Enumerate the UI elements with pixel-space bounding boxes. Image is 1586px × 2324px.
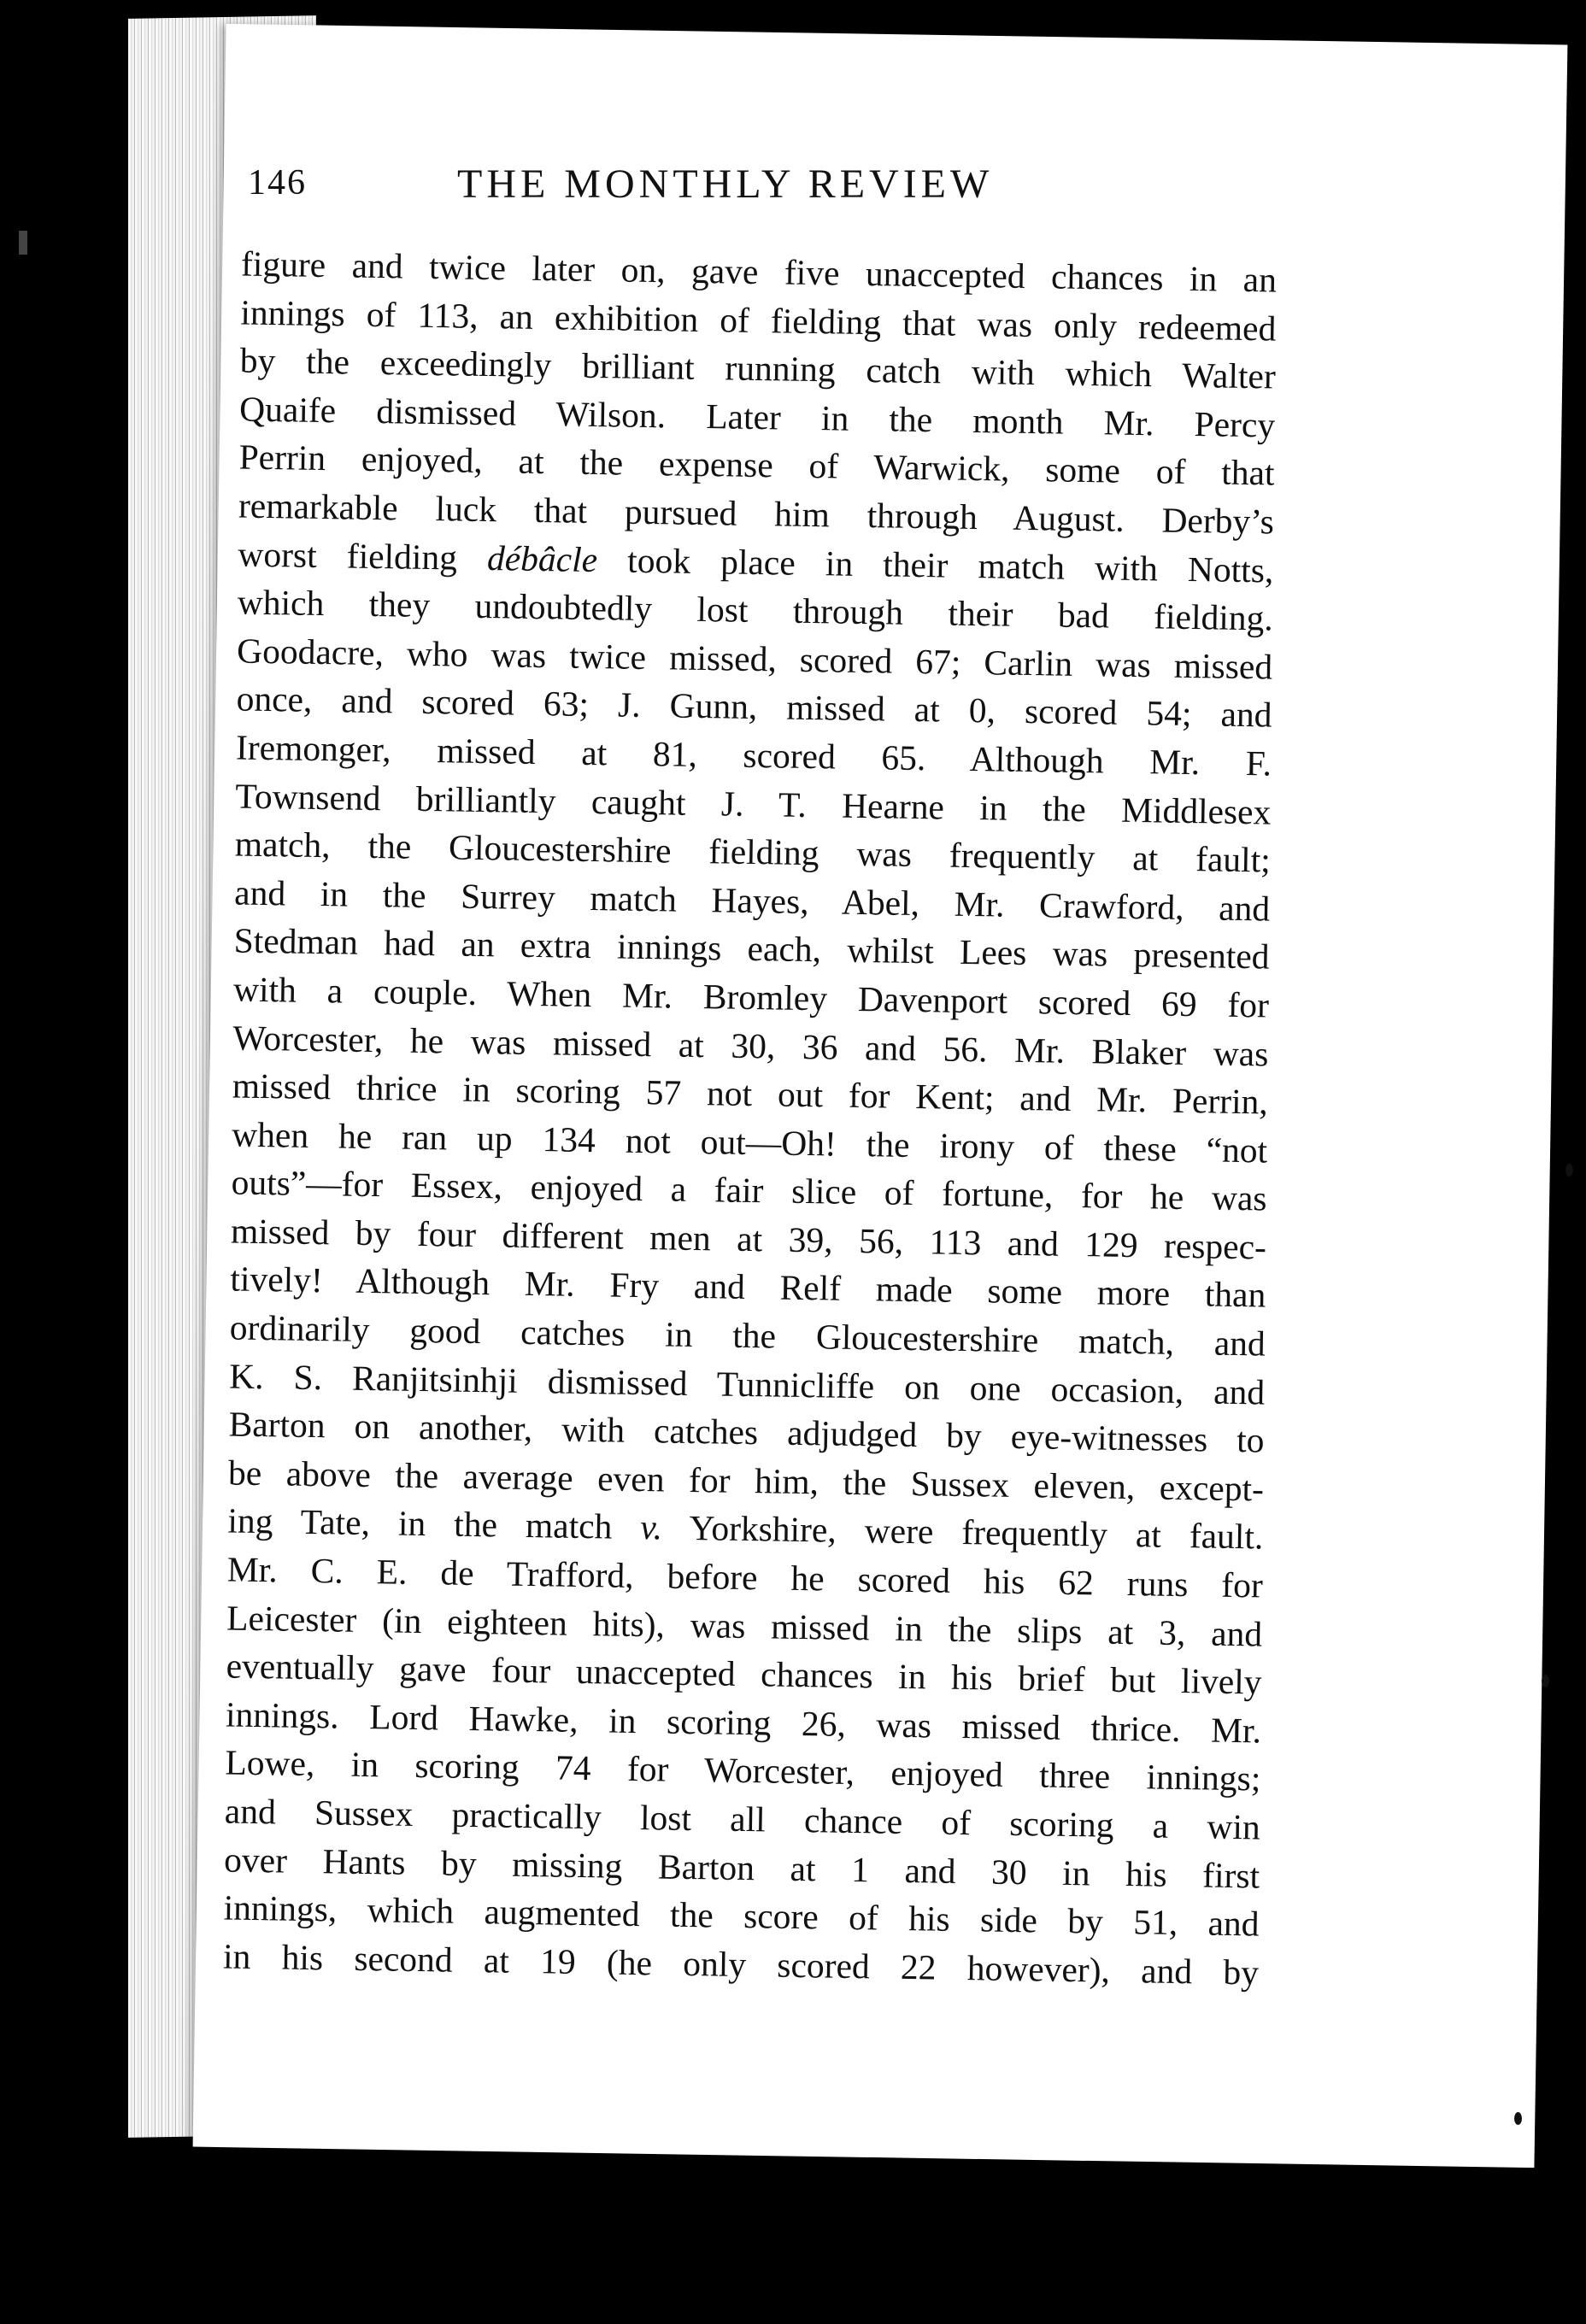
text-line: outs”—for Essex, enjoyed a fair slice of fortune, for he was (231, 1162, 1267, 1218)
text-line: be above the average even for him, the Sussex eleven, except- (227, 1452, 1265, 1509)
text-line: Townsend brilliantly caught J. T. Hearne in the Middlesex (235, 776, 1272, 832)
text-line: with a couple. When Mr. Bromley Davenport scored 69 for (232, 969, 1270, 1025)
text-line: once, and scored 63; J. Gunn, missed at 0, scored 54; and (236, 678, 1272, 735)
text-line: figure and twice later on, gave five unaccepted chances in an (240, 244, 1278, 300)
italic-text: v. (640, 1507, 663, 1547)
text-line: and Sussex practically lost all chance of scoring a win (224, 1791, 1261, 1847)
text-segment: worst fielding (238, 534, 488, 578)
text-line: when he ran up 134 not out—Oh! the irony of these “not (231, 1114, 1268, 1171)
text-line: Iremonger, missed at 81, scored 65. Although Mr. F. (235, 727, 1272, 783)
text-line: Perrin enjoyed, at the expense of Warwick, some of that (238, 437, 1275, 493)
text-line: which they undoubtedly lost through their bad fielding. (237, 582, 1274, 638)
text-line: K. S. Ranjitsinhji dismissed Tunnicliffe on one occasion, and (228, 1356, 1266, 1412)
margin-mark (1565, 1164, 1573, 1177)
text-line: Leicester (in eighteen hits), was missed in the slips at 3, and (226, 1598, 1263, 1654)
text-line: match, the Gloucestershire fielding was frequently at fault; (234, 824, 1272, 880)
text-line: Worcester, he was missed at 30, 36 and 56. Mr. Blaker was (232, 1017, 1269, 1074)
text-line: innings. Lord Hawke, in scoring 26, was missed thrice. Mr. (225, 1694, 1262, 1751)
italic-text: débâcle (486, 537, 598, 579)
text-line: by the exceedingly brilliant running catch with which Walter (239, 340, 1277, 396)
margin-mark (1514, 2112, 1522, 2125)
page-number: 146 (248, 163, 307, 202)
text-line: eventually gave four unaccepted chances in his brief but lively (226, 1646, 1262, 1702)
text-line: Lowe, in scoring 74 for Worcester, enjoyed three innings; (225, 1742, 1261, 1799)
scan-artifact (19, 231, 27, 255)
margin-mark (1542, 1675, 1549, 1687)
text-line: Barton on another, with catches adjudged by eye-witnesses to (228, 1404, 1265, 1460)
running-head: THE MONTHLY REVIEW (457, 161, 994, 207)
text-line: and in the Surrey match Hayes, Abel, Mr. Crawford, and (233, 872, 1271, 929)
text-line: remarkable luck that pursued him through August. Derby’s (238, 485, 1275, 542)
page-header (248, 154, 1273, 222)
text-segment: ing Tate, in the match (227, 1500, 641, 1547)
text-line: over Hants by missing Barton at 1 and 30 in his first (223, 1840, 1260, 1896)
text-line: tively! Although Mr. Fry and Relf made some more than (230, 1259, 1266, 1315)
text-line: ordinarily good catches in the Gloucestershire match, and (229, 1307, 1266, 1364)
text-line: Quaife dismissed Wilson. Later in the month Mr. Percy (238, 389, 1276, 445)
body-text (222, 244, 1278, 1992)
text-line: in his second at 19 (he only scored 22 however), and by (222, 1936, 1260, 1992)
text-line: missed thrice in scoring 57 not out for Kent; and Mr. Perrin, (232, 1065, 1269, 1122)
text-segment: Yorkshire, were frequently at fault. (661, 1507, 1264, 1557)
text-line: innings of 113, an exhibition of fielding that was only redeemed (240, 292, 1277, 349)
text-line: innings, which augmented the score of his side by 51, and (223, 1887, 1260, 1944)
text-line: Stedman had an extra innings each, whilst Lees was presented (233, 920, 1270, 977)
text-line: Mr. C. E. de Trafford, before he scored his 62 runs for (226, 1549, 1264, 1605)
text-line: missed by four different men at 39, 56, 113 and 129 respec- (230, 1211, 1267, 1267)
text-line: Goodacre, who was twice missed, scored 67; Carlin was missed (236, 631, 1273, 687)
text-segment: took place in their match with Notts, (596, 539, 1274, 590)
